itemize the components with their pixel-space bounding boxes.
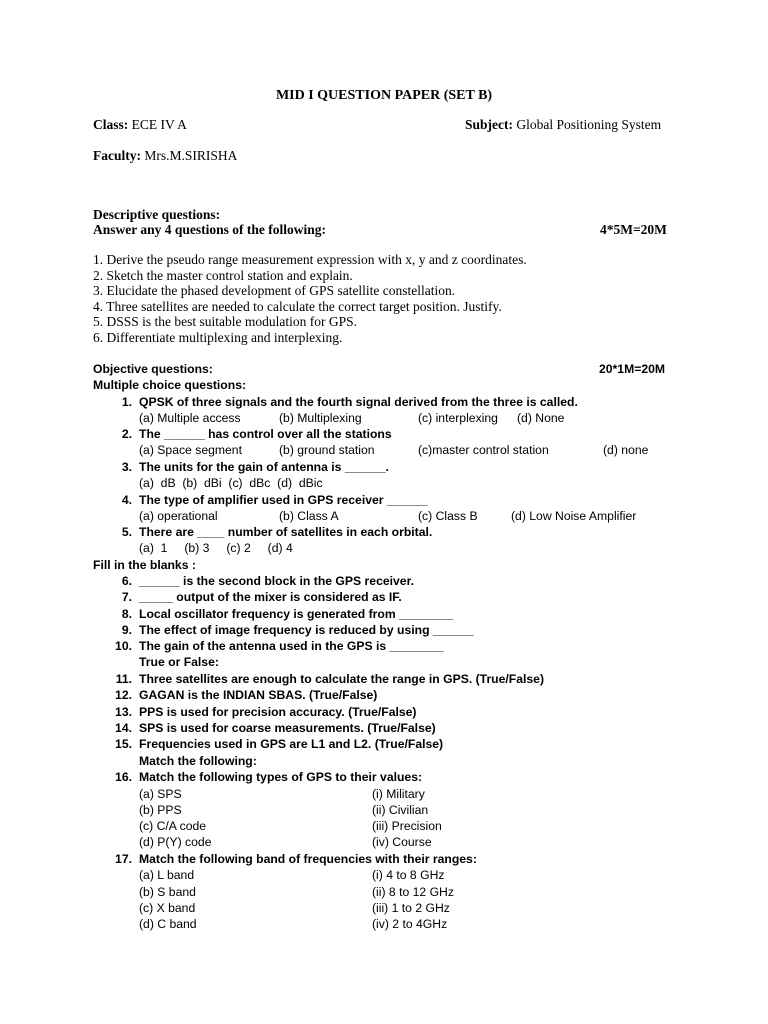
option: (a) Space segment <box>139 443 242 457</box>
question-number: 12. <box>115 688 132 702</box>
mcq-heading: Multiple choice questions: <box>93 378 247 392</box>
match-left: (d) C band <box>139 917 197 931</box>
question-number: 6. <box>121 574 132 588</box>
match-left: (c) X band <box>139 901 196 915</box>
question-item <box>108 671 544 687</box>
faculty-value: Mrs.M.SIRISHA <box>144 148 238 163</box>
question-number: 7. <box>121 590 132 604</box>
question-item <box>108 736 443 752</box>
question-text: ______ is the second block in the GPS receiver. <box>139 574 415 588</box>
question-item <box>108 589 402 605</box>
option-row <box>139 475 323 491</box>
question-item <box>108 769 422 785</box>
match-left: (b) S band <box>139 885 196 899</box>
question-text: Match the following band of frequencies with their ranges: <box>139 852 477 866</box>
question-item <box>108 687 377 703</box>
question-item <box>108 622 474 638</box>
question-item <box>108 720 436 736</box>
question-number: 9. <box>121 623 132 637</box>
class-line <box>93 117 187 133</box>
question-number: 8. <box>121 607 132 621</box>
subject-label: Subject: <box>465 117 513 132</box>
match-right: (iv) Course <box>372 835 432 849</box>
question-text: The gain of the antenna used in the GPS is ________ <box>139 639 444 653</box>
question-item <box>108 394 578 410</box>
question-text: PPS is used for precision accuracy. (True/False) <box>139 705 417 719</box>
match-left: (d) P(Y) code <box>139 835 212 849</box>
question-item <box>108 573 414 589</box>
question-text: _____ output of the mixer is considered as IF. <box>139 590 402 604</box>
option: (a) operational <box>139 509 218 523</box>
question-item <box>108 851 477 867</box>
descriptive-question: 6. Differentiate multiplexing and interplexing. <box>93 330 343 345</box>
descriptive-instruction: Answer any 4 questions of the following: <box>93 222 327 237</box>
match-left: (c) C/A code <box>139 819 207 833</box>
objective-marks: 20*1M=20M <box>599 362 666 376</box>
option-row <box>139 508 739 524</box>
class-value: ECE IV A <box>131 117 187 132</box>
question-text: GAGAN is the INDIAN SBAS. (True/False) <box>139 688 378 702</box>
question-number: 15. <box>115 737 132 751</box>
question-item <box>108 426 392 442</box>
match-left: (a) L band <box>139 868 195 882</box>
question-text: The effect of image frequency is reduced by using ______ <box>139 623 474 637</box>
fill-heading: Fill in the blanks : <box>93 558 196 572</box>
descriptive-marks: 4*5M=20M <box>600 222 667 237</box>
subject-value: Global Positioning System <box>516 117 662 132</box>
match-right: (iv) 2 to 4GHz <box>372 917 448 931</box>
faculty-line <box>93 148 237 164</box>
question-text: There are ____ number of satellites in each orbital. <box>139 525 433 539</box>
match-right: (ii) 8 to 12 GHz <box>372 885 454 899</box>
descriptive-question: 5. DSSS is the best suitable modulation for GPS. <box>93 314 358 329</box>
subject-line <box>465 117 661 133</box>
question-item <box>108 492 428 508</box>
option: (d) Low Noise Amplifier <box>511 509 637 523</box>
question-text: QPSK of three signals and the fourth signal derived from the three is called. <box>139 395 578 409</box>
option: (a) dB (b) dBi (c) dBc (d) dBic <box>139 476 323 490</box>
page-title: MID I QUESTION PAPER (SET B) <box>275 88 493 103</box>
match-right: (iii) Precision <box>372 819 442 833</box>
tf-heading: True or False: <box>139 655 219 669</box>
question-item <box>108 606 453 622</box>
match-right: (i) 4 to 8 GHz <box>372 868 445 882</box>
option: (a) 1 (b) 3 (c) 2 (d) 4 <box>139 541 293 555</box>
descriptive-question: 4. Three satellites are needed to calculate the correct target position. Justify. <box>93 299 502 314</box>
question-text: The ______ has control over all the stations <box>139 427 392 441</box>
question-text: Three satellites are enough to calculate the range in GPS. (True/False) <box>139 672 545 686</box>
question-item <box>108 704 416 720</box>
question-item <box>108 524 432 540</box>
descriptive-heading: Descriptive questions: <box>93 207 221 222</box>
question-item <box>108 459 389 475</box>
option: (b) ground station <box>279 443 375 457</box>
descriptive-question: 2. Sketch the master control station and explain. <box>93 268 353 283</box>
question-text: The type of amplifier used in GPS receiver ______ <box>139 493 428 507</box>
option: (b) Class A <box>279 509 339 523</box>
question-text: Frequencies used in GPS are L1 and L2. (True/False) <box>139 737 444 751</box>
question-text: SPS is used for coarse measurements. (True/False) <box>139 721 436 735</box>
option: (c) Class B <box>418 509 478 523</box>
option-row <box>139 442 739 458</box>
option: (c) interplexing <box>418 411 498 425</box>
match-left: (a) SPS <box>139 787 182 801</box>
question-number: 10. <box>115 639 132 653</box>
option: (b) Multiplexing <box>279 411 362 425</box>
option-row <box>139 540 293 556</box>
objective-heading: Objective questions: <box>93 362 213 376</box>
question-number: 14. <box>115 721 132 735</box>
match-right: (iii) 1 to 2 GHz <box>372 901 450 915</box>
question-number: 5. <box>121 525 132 539</box>
question-text: The units for the gain of antenna is ______. <box>139 460 389 474</box>
match-right: (i) Military <box>372 787 425 801</box>
descriptive-question: 1. Derive the pseudo range measurement expression with x, y and z coordinates. <box>93 252 527 267</box>
question-text: Match the following types of GPS to their values: <box>139 770 423 784</box>
faculty-label: Faculty: <box>93 148 141 163</box>
option: (d) None <box>517 411 565 425</box>
question-number: 17. <box>115 852 132 866</box>
question-number: 16. <box>115 770 132 784</box>
question-number: 13. <box>115 705 132 719</box>
match-heading: Match the following: <box>139 754 257 768</box>
option-row <box>139 410 739 426</box>
match-right: (ii) Civilian <box>372 803 429 817</box>
question-number: 1. <box>121 395 132 409</box>
question-text: Local oscillator frequency is generated from ________ <box>139 607 454 621</box>
option: (d) none <box>603 443 649 457</box>
question-item <box>108 638 444 654</box>
class-label: Class: <box>93 117 129 132</box>
question-number: 3. <box>121 460 132 474</box>
descriptive-question: 3. Elucidate the phased development of GPS satellite constellation. <box>93 283 456 298</box>
option: (c)master control station <box>418 443 549 457</box>
question-number: 4. <box>121 493 132 507</box>
question-number: 2. <box>121 427 132 441</box>
question-number: 11. <box>115 672 132 686</box>
match-left: (b) PPS <box>139 803 182 817</box>
option: (a) Multiple access <box>139 411 241 425</box>
